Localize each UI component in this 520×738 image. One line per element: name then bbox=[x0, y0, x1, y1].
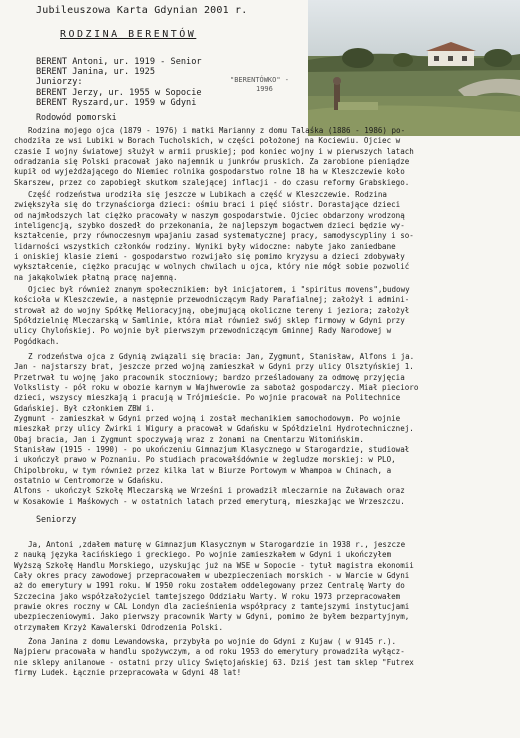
text-line: aż do emerytury w 1991 roku. W 1950 roku zostałem oddelegowany przez Centralę Warty do bbox=[14, 581, 405, 591]
text-line: Alfons - ukończył Szkołę Mleczarską we Wrześni i prowadził mleczarnie na Żuławach oraz bbox=[14, 486, 405, 496]
text-line: dzieci, wszyscy mieszkają i pracują w Trójmieście. Po wojnie pracował na Politechnice bbox=[14, 393, 401, 403]
text-line: Gdańskiej. Był członkiem ZBW i. bbox=[14, 403, 155, 413]
text-line: Zygmunt - zamieszkał w Gdyni przed wojną i został mechanikiem samochodowym. Po wojnie bbox=[14, 414, 401, 424]
text-line: Część rodzeństwa urodziła się jeszcze w Lubikach a część w Kleszczewie. Rodzina bbox=[28, 190, 387, 199]
text-line: Ja, Antoni ,zdałem maturę w Gimnazjum Klasycznym w Starogardzie in 1938 r., jeszcze bbox=[28, 540, 406, 549]
text-line: mieszkał przy ulicy Żwirki i Wigury a pracował w Gdańsku w Spółdzielni Hydrotechnicznej. bbox=[14, 424, 414, 434]
text-line: Obaj bracia, Jan i Zygmunt spoczywają wraz z żonami na Cmentarzu Witomińskim. bbox=[14, 434, 364, 444]
text-line: Ojciec był również znanym społecznikiem: był inicjatorem, i "spiritus movens",budowy bbox=[28, 285, 410, 294]
document-title: RODZINA BERENTÓW bbox=[60, 29, 197, 40]
text-line: Spółdzielnię Mleczarską w Samlinie, która miał również swój sklep firmowy w Gdyni przy bbox=[14, 316, 405, 326]
section-heading-rodowod: Rodowód pomorski bbox=[36, 112, 117, 122]
text-line: Stanisław (1915 - 1990) - po ukończeniu Gimnazjum Klasycznego w Starogardzie, studiował bbox=[14, 445, 410, 455]
text-line: ostatnio w Centromorze w Gdańsku. bbox=[14, 476, 164, 486]
stamp-line-2: 1996 bbox=[256, 85, 273, 93]
text-line: Jan - najstarszy brat, jeszcze przed wojną zamieszkał w Gdyni przy ulicy Olsztyńskiej 1. bbox=[14, 362, 414, 372]
text-line: ubezpieczeniowymi. Jako pierwszy pracownik Warty w Gdyni, pomimo że byłem bezpartyjnym, bbox=[14, 612, 410, 622]
text-line: prawie okres roczny w CAL Londyn dla zacieśnienia współpracy z tamtejszymi instytucjami bbox=[14, 602, 410, 612]
photo-caption-stamp bbox=[230, 76, 289, 94]
paragraph-antoni-career bbox=[14, 540, 514, 633]
text-line: lidarności wszystkich członków rodziny. Wyniki były widoczne: nabyte jako zaniedbane bbox=[14, 241, 396, 251]
text-line: inteligencją, szybko doszedł do przekonania, że najlepszym bogactwem dzieci będzie wy- bbox=[14, 221, 405, 231]
text-line: na jakąkolwiek płatną pracę najemną. bbox=[14, 272, 178, 282]
text-line: Cały okres pracy zawodowej przepracowałem w ubezpieczeniach morskich - w Warcie w Gdyni bbox=[14, 571, 410, 581]
text-line: Przetrwał tu wojnę jako pracownik stoczniowy; bardzo prześladowany za odmowę przyjęcia bbox=[14, 372, 405, 382]
family-entry-jerzy: BERENT Jerzy, ur. 1955 w Sopocie bbox=[36, 87, 202, 98]
paragraph-janina-career bbox=[14, 637, 514, 678]
text-line: w Kosakowie i Maśkowych - w ostatnich latach przed emeryturą, mieszkając we Wrzeszczu. bbox=[14, 496, 405, 506]
family-entry-ryszard: BERENT Ryszard,ur. 1959 w Gdyni bbox=[36, 97, 197, 108]
text-line: otrzymałem Krzyż Kawalerski Odrodzenia Polski. bbox=[14, 622, 224, 632]
stamp-line-1: "BERENTÓWKO" - bbox=[230, 76, 290, 84]
text-line: Z rodzeństwa ojca z Gdynią związali się bracia: Jan, Zygmunt, Stanisław, Alfons i ja. bbox=[28, 352, 415, 361]
text-line: kościoła w Kleszczewie, a następnie przewodniczącym Rady Parafialnej; założył i admini- bbox=[14, 295, 410, 305]
text-line: odradzania się Polski pracował jako najemnik u junkrów pruskich. Za zarobione pieniądze bbox=[14, 157, 410, 167]
house-photo bbox=[308, 0, 520, 136]
document-header: Jubileuszowa Karta Gdynian 2001 r. bbox=[36, 5, 248, 16]
family-entry-janina: BERENT Janina, ur. 1925 bbox=[36, 67, 155, 78]
text-line: Szczecina jako współzałożyciel tamtejszego Oddziału Warty. W roku 1973 przepracowałem bbox=[14, 591, 401, 601]
text-line: Wyższą Szkołę Handlu Morskiego, uzyskując już na WSE w Sopocie - tytuł magistra ekonomii bbox=[14, 560, 414, 570]
text-line: czasie I wojny światowej służył w armii pruskiej; pod koniec wojny i w pierwszych latach bbox=[14, 146, 414, 156]
text-line: z nauką języka łacińskiego i greckiego. Po wojnie zamieszkałem w Gdyni i ukończyłem bbox=[14, 550, 392, 560]
text-line: Pogódkach. bbox=[14, 336, 60, 346]
text-line: i ukończył prawo w Poznaniu. Po studiach pracowałśdównie w żegludze morskiej: w PLO, bbox=[14, 455, 396, 465]
family-entry-antoni: BERENT Antoni, ur. 1919 - Senior bbox=[36, 57, 202, 67]
text-line: Żona Janina z domu Lewandowska, przybyła po wojnie do Gdyni z Kujaw ( w 9145 r.). bbox=[28, 637, 397, 646]
text-line: nie sklepy anilanowe - ostatni przy ulicy Świętojańskiej 63. Dziś jest tam sklep "Futrex bbox=[14, 657, 414, 667]
text-line: kształcenie, przy równoczesnym wpajaniu zasad systematycznej pracy, samodyscypliny i so- bbox=[14, 231, 414, 241]
text-line: Volkslisty - pół roku w obozie karnym w Wajhwerowie za sabotaż gospodarczy. Miał piecioro bbox=[14, 383, 419, 393]
text-line: strował aż do wojny Spółkę Melioracyjną, obejmującą okoliczne tereny i jeziora; założył bbox=[14, 305, 410, 315]
text-line: firmy Ludek. Łącznie przepracowała w Gdyni 48 lat! bbox=[14, 668, 242, 678]
text-line: Chipolbroku, w tym również przez kilka lat w Biurze Portowym w Whampoa w Chinach, a bbox=[14, 465, 392, 475]
text-line: chodziła ze wsi Lubiki w Borach Tucholskich, w części położonej na Kociewiu. Ojciec w bbox=[14, 136, 401, 146]
text-line: Rodzina mojego ojca (1879 - 1976) i matki Marianny z domu Talaśka (1886 - 1986) po- bbox=[28, 126, 406, 135]
paragraph-social-activity bbox=[14, 285, 514, 347]
text-line: i oniskiej klasie ziemi - gospodarstwo rozwijało się pomimo kryzysu a dzieci zdobywały bbox=[14, 252, 405, 262]
text-line: wykształcenie, ciężko pracując w wolnych chwilach u ojca, który nie mógł sobie pozwolić bbox=[14, 262, 410, 272]
family-list bbox=[36, 57, 202, 108]
family-juniors-label: Juniorzy: bbox=[36, 77, 83, 88]
text-line: Skarszew, przez co zapobiegł skutkom szalejącej inflacji - do czasu reformy Grabskiego. bbox=[14, 177, 410, 187]
text-line: kupił od wyjeżdżającego do Niemiec rolnika gospodarstwo rolne 18 ha w Kleszczewie koło bbox=[14, 167, 405, 177]
paragraph-brothers-gdynia bbox=[14, 352, 514, 507]
paragraph-siblings bbox=[14, 190, 514, 283]
text-line: Najpierw pracowała w handlu spożywczym, a od roku 1953 do emerytury prowadziła wyłącz- bbox=[14, 647, 405, 657]
text-line: ulicy Chylońskiej. Po wojnie był pierwszym przewodniczącym Gminnej Rady Narodowej w bbox=[14, 326, 392, 336]
text-line: od najmłodszych lat ciężko pracowały w naszym gospodarstwie. Ojciec obdarzony wrodzoną bbox=[14, 210, 405, 220]
paragraph-family-origin bbox=[14, 126, 514, 188]
section-heading-seniorzy: Seniorzy bbox=[36, 514, 77, 524]
text-line: zwiększyła się do trzynaściorga dzieci: ośmiu braci i pięć sióstr. Dorastające dzieci bbox=[14, 200, 401, 210]
